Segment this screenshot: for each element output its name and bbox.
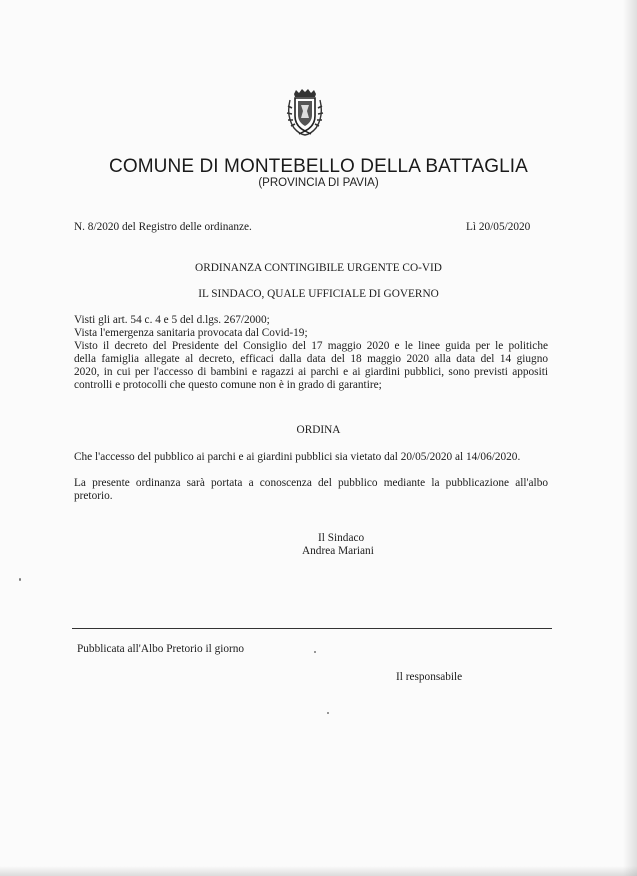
authority-heading: IL SINDACO, QUALE UFFICIALE DI GOVERNO xyxy=(198,288,439,300)
footer-divider xyxy=(72,628,552,629)
notice-line-2: pretorio. xyxy=(74,490,113,502)
preamble-line-1: Visti gli art. 54 c. 4 e 5 del d.lgs. 267/2000; xyxy=(74,314,270,326)
preamble-line-5: 2020, in cui per l'accesso di bambini e ragazzi ai parchi e ai giardini pubblici, sono previsti appositi xyxy=(74,366,548,378)
page-edge-shadow xyxy=(623,0,637,876)
scan-speck xyxy=(327,712,329,714)
scan-speck xyxy=(19,578,21,581)
notice-line-1: La presente ordinanza sarà portata a conoscenza del pubblico mediante la pubblicazione all'albo xyxy=(74,477,548,489)
ordinance-register-number: N. 8/2020 del Registro delle ordinanze. xyxy=(74,221,252,233)
scan-speck xyxy=(314,651,316,653)
province-subtitle: (PROVINCIA DI PAVIA) xyxy=(258,177,379,189)
preamble-line-3: Visto il decreto del Presidente del Consiglio del 17 maggio 2020 e le linee guida per le politiche xyxy=(74,340,548,352)
municipal-crest-icon xyxy=(284,88,326,138)
order-text: Che l'accesso del pubblico ai parchi e ai giardini pubblici sia vietato dal 20/05/2020 al 14/06/2020. xyxy=(74,451,521,463)
ordinance-type-heading: ORDINANZA CONTINGIBILE URGENTE CO-VID xyxy=(195,262,442,274)
signature-name: Andrea Mariani xyxy=(302,545,374,557)
preamble-line-6: controlli e protocolli che questo comune non è in grado di garantire; xyxy=(74,379,382,391)
responsible-label: Il responsabile xyxy=(396,671,463,683)
page-bottom-shadow xyxy=(0,866,637,876)
preamble-line-4: della famiglia allegate al decreto, efficaci dalla data del 18 maggio 2020 alla data del 14 giugno xyxy=(74,353,548,365)
publication-label: Pubblicata all'Albo Pretorio il giorno xyxy=(77,643,245,655)
signature-role: Il Sindaco xyxy=(318,532,365,544)
municipality-title: COMUNE DI MONTEBELLO DELLA BATTAGLIA xyxy=(109,156,528,177)
order-heading: ORDINA xyxy=(296,424,341,436)
ordinance-date: Lì 20/05/2020 xyxy=(466,221,531,233)
preamble-line-2: Vista l'emergenza sanitaria provocata dal Covid-19; xyxy=(74,327,308,339)
